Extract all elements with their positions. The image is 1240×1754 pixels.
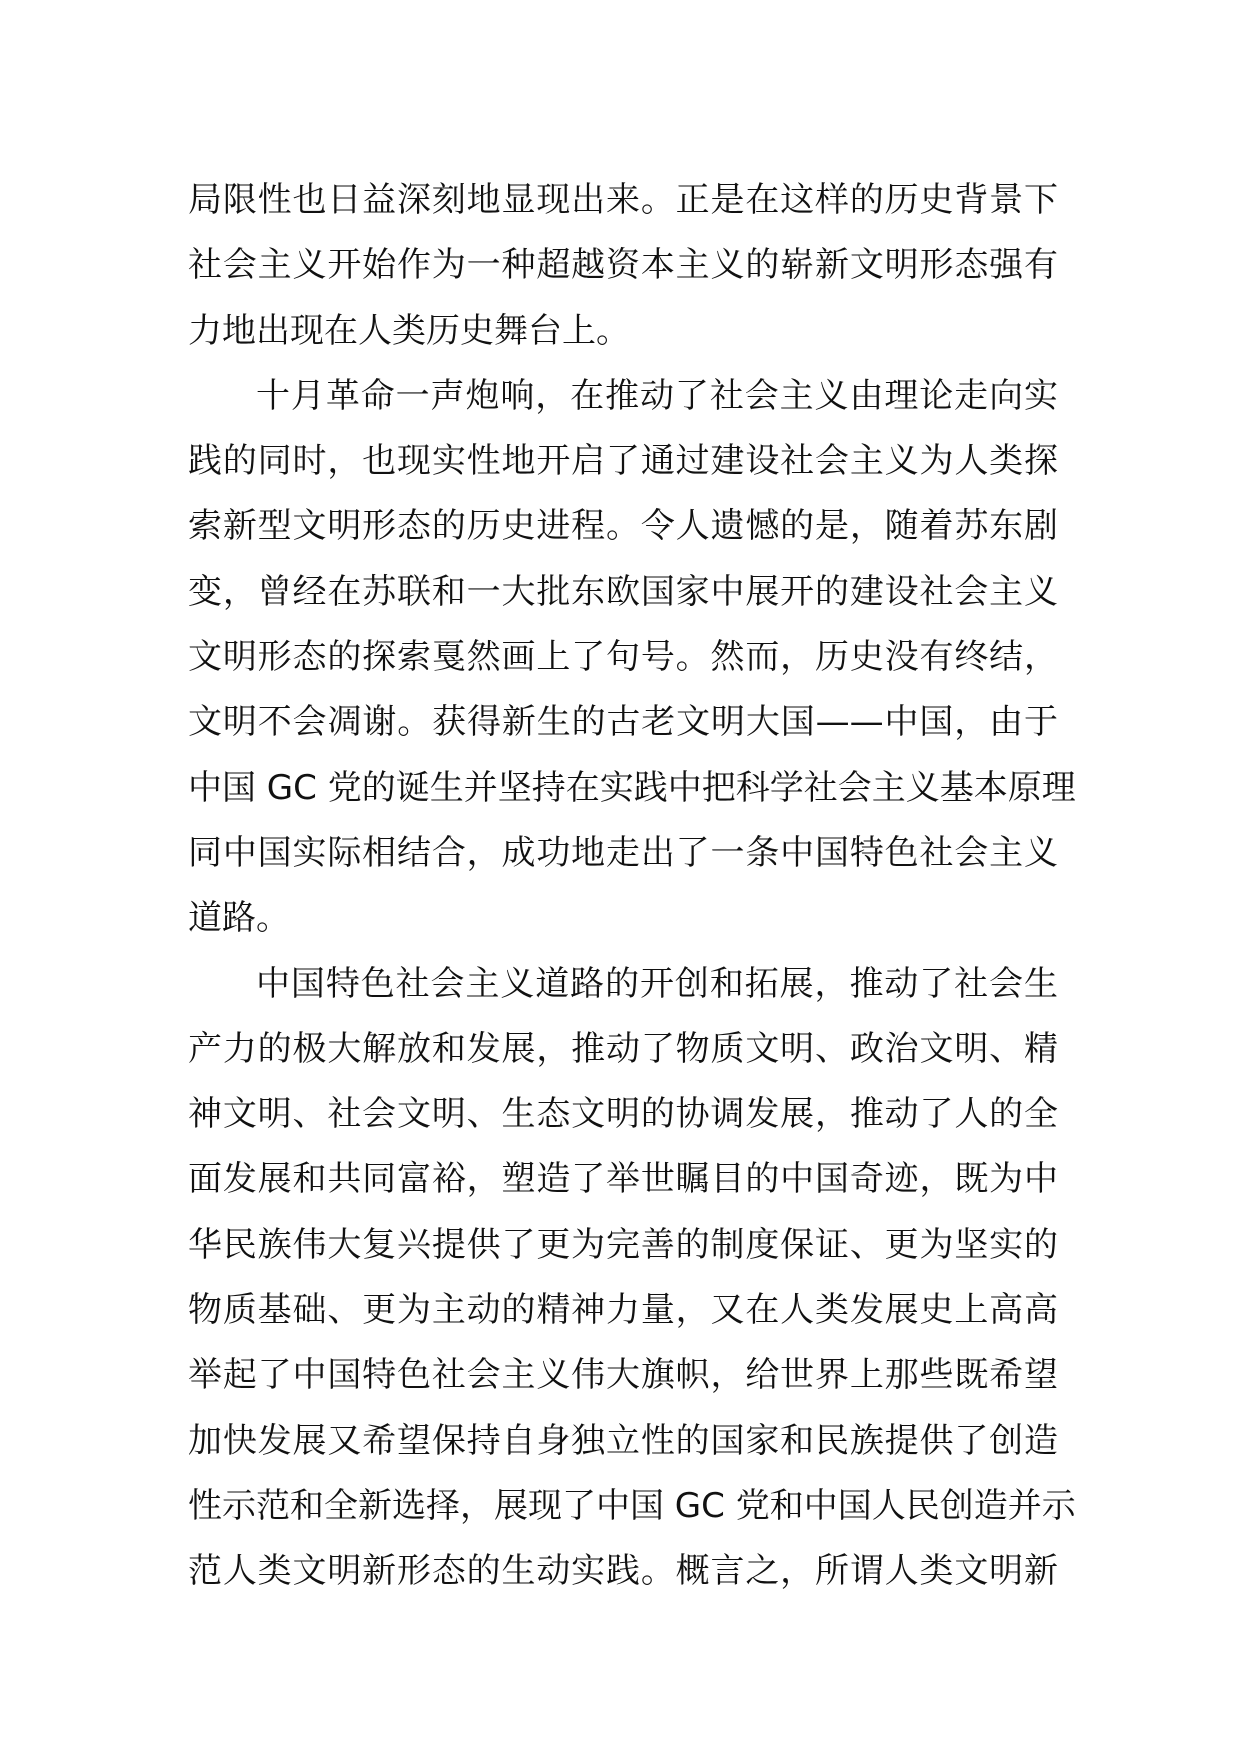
text-line: 文明形态的探索戛然画上了句号。然而，历史没有终结，: [188, 637, 1058, 678]
text-line: 中国特色社会主义道路的开创和拓展，推动了社会生: [256, 963, 1058, 1004]
paragraph-2: [188, 364, 1076, 952]
text-line: 性示范和全新选择，展现了中国 GC 党和中国人民创造并示: [188, 1485, 1076, 1526]
text-line: 物质基础、更为主动的精神力量，又在人类发展史上高高: [188, 1290, 1058, 1331]
paragraph-3: [188, 952, 1076, 1605]
text-line: 同中国实际相结合，成功地走出了一条中国特色社会主义: [188, 832, 1058, 873]
body-text: [188, 168, 1076, 1605]
text-line: 社会主义开始作为一种超越资本主义的崭新文明形态强有: [188, 245, 1058, 286]
text-line: 产力的极大解放和发展，推动了物质文明、政治文明、精: [188, 1028, 1058, 1069]
text-line: 神文明、社会文明、生态文明的协调发展，推动了人的全: [188, 1094, 1058, 1135]
text-line: 十月革命一声炮响，在推动了社会主义由理论走向实: [256, 375, 1058, 416]
text-line: 道路。: [188, 898, 290, 939]
text-line: 践的同时，也现实性地开启了通过建设社会主义为人类探: [188, 441, 1058, 482]
text-line: 变，曾经在苏联和一大批东欧国家中展开的建设社会主义: [188, 571, 1058, 612]
text-line: 力地出现在人类历史舞台上。: [188, 310, 630, 351]
text-line: 面发展和共同富裕，塑造了举世瞩目的中国奇迹，既为中: [188, 1159, 1058, 1200]
text-line: 文明不会凋谢。获得新生的古老文明大国——中国，由于: [188, 702, 1058, 743]
text-line: 范人类文明新形态的生动实践。概言之，所谓人类文明新: [188, 1551, 1058, 1592]
text-line: 中国 GC 党的诞生并坚持在实践中把科学社会主义基本原理: [188, 767, 1076, 808]
text-line: 举起了中国特色社会主义伟大旗帜，给世界上那些既希望: [188, 1355, 1058, 1396]
text-line: 加快发展又希望保持自身独立性的国家和民族提供了创造: [188, 1420, 1058, 1461]
text-line: 华民族伟大复兴提供了更为完善的制度保证、更为坚实的: [188, 1224, 1058, 1265]
text-line: 局限性也日益深刻地显现出来。正是在这样的历史背景下: [188, 180, 1058, 220]
paragraph-1: [188, 168, 1058, 364]
text-line: 索新型文明形态的历史进程。令人遗憾的是，随着苏东剧: [188, 506, 1058, 547]
